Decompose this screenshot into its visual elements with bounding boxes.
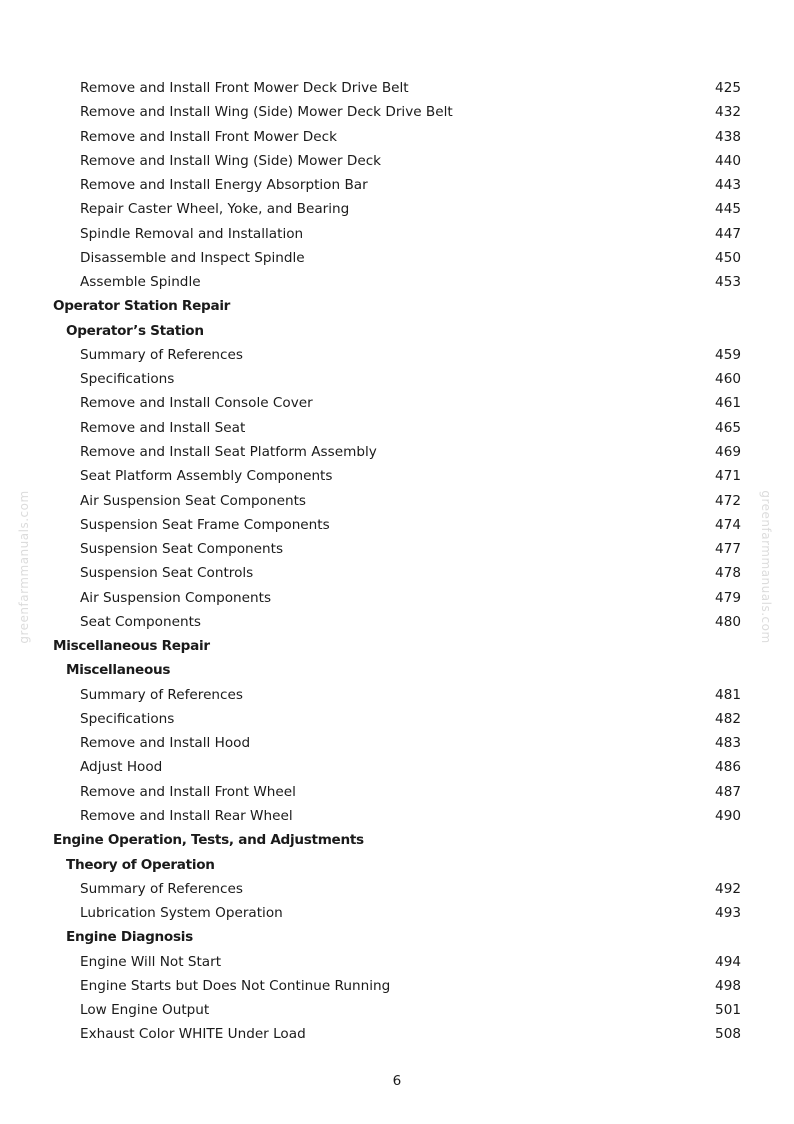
toc-entry-title: Air Suspension Components (80, 589, 272, 606)
toc-subsection-heading[interactable] (0, 658, 794, 682)
toc-entry-page-number: 481 (715, 686, 741, 703)
toc-entry[interactable] (0, 489, 794, 513)
toc-entry-title: Remove and Install Console Cover (80, 395, 313, 412)
toc-entry-title: Engine Operation, Tests, and Adjustments (53, 832, 364, 849)
toc-entry[interactable] (0, 246, 794, 270)
toc-entry-page-number: 483 (715, 735, 741, 752)
page-number: 6 (392, 1073, 402, 1089)
toc-entry-title: Adjust Hood (80, 759, 163, 776)
toc-entry[interactable] (0, 416, 794, 440)
toc-entry[interactable] (0, 76, 794, 100)
toc-entry-page-number: 479 (715, 589, 741, 606)
toc-entry-title: Low Engine Output (80, 1002, 210, 1019)
toc-entry[interactable] (0, 100, 794, 124)
toc-entry-title: Specifications (80, 710, 175, 727)
toc-entry[interactable] (0, 464, 794, 488)
toc-entry-title: Air Suspension Seat Components (80, 492, 307, 509)
toc-entry-title: Summary of References (80, 880, 243, 897)
toc-entry[interactable] (0, 950, 794, 974)
toc-entry-title: Remove and Install Seat Platform Assembly (80, 443, 377, 460)
toc-entry-title: Remove and Install Hood (80, 735, 251, 752)
toc-entry-page-number: 443 (715, 177, 741, 194)
toc-entry[interactable] (0, 877, 794, 901)
toc-entry[interactable] (0, 731, 794, 755)
toc-entry-title: Remove and Install Energy Absorption Bar (80, 177, 368, 194)
toc-entry[interactable] (0, 440, 794, 464)
toc-entry[interactable] (0, 804, 794, 828)
toc-entry-page-number: 453 (715, 274, 741, 291)
toc-entry-page-number: 498 (715, 977, 741, 994)
toc-entry-page-number: 477 (715, 541, 741, 558)
toc-entry-title: Operator Station Repair (53, 298, 231, 315)
toc-entry-page-number: 438 (715, 128, 741, 145)
toc-entry-title: Lubrication System Operation (80, 905, 283, 922)
toc-entry-page-number: 501 (715, 1002, 741, 1019)
toc-entry-title: Remove and Install Rear Wheel (80, 807, 293, 824)
toc-entry-title: Engine Will Not Start (80, 953, 222, 970)
toc-entry-title: Remove and Install Front Mower Deck Drive Belt (80, 80, 409, 96)
toc-entry-title: Seat Components (80, 613, 201, 630)
toc-entry[interactable] (0, 391, 794, 415)
watermark-right: greenfarmmanuals.com (759, 490, 773, 644)
toc-entry-title: Exhaust Color WHITE Under Load (80, 1026, 306, 1043)
toc-entry-page-number: 447 (715, 225, 741, 242)
toc-entry-page-number: 461 (715, 395, 741, 412)
toc-entry[interactable] (0, 513, 794, 537)
toc-entry-page-number: 492 (715, 880, 741, 897)
toc-entry-page-number: 465 (715, 419, 741, 436)
toc-subsection-heading[interactable] (0, 853, 794, 877)
toc-entry-page-number: 472 (715, 492, 741, 509)
toc-entry-title: Disassemble and Inspect Spindle (80, 249, 305, 266)
toc-entry-title: Seat Platform Assembly Components (80, 468, 333, 485)
toc-entry-title: Suspension Seat Components (80, 541, 284, 558)
toc-entry[interactable] (0, 780, 794, 804)
toc-subsection-heading[interactable] (0, 319, 794, 343)
toc-entry[interactable] (0, 125, 794, 149)
toc-entry-page-number: 490 (715, 807, 741, 824)
toc-entry[interactable] (0, 707, 794, 731)
toc-entry[interactable] (0, 1022, 794, 1046)
toc-entry-title: Specifications (80, 371, 175, 388)
toc-entry[interactable] (0, 222, 794, 246)
toc-entry-page-number: 445 (715, 201, 741, 218)
toc-entry-page-number: 432 (715, 104, 741, 121)
toc-entry-page-number: 486 (715, 759, 741, 776)
toc-entry-page-number: 480 (715, 613, 741, 630)
toc-entry-title: Remove and Install Wing (Side) Mower Deck Drive Belt (80, 104, 453, 121)
toc-entry[interactable] (0, 270, 794, 294)
toc-entry-title: Miscellaneous (66, 662, 171, 679)
toc-entry[interactable] (0, 561, 794, 585)
toc-entry-page-number: 460 (715, 371, 741, 388)
toc-entry-title: Engine Starts but Does Not Continue Running (80, 977, 391, 994)
toc-entry[interactable] (0, 149, 794, 173)
toc-entry-page-number: 482 (715, 710, 741, 727)
toc-entry-page-number: 469 (715, 443, 741, 460)
toc-entry-title: Remove and Install Front Wheel (80, 783, 296, 800)
toc-section-heading[interactable] (0, 294, 794, 318)
toc-entry[interactable] (0, 367, 794, 391)
watermark-left: greenfarmmanuals.com (17, 490, 31, 644)
toc-entry-page-number: 508 (715, 1026, 741, 1043)
toc-entry[interactable] (0, 683, 794, 707)
toc-entry-page-number: 471 (715, 468, 741, 485)
toc-entry[interactable] (0, 537, 794, 561)
toc-entry-title: Miscellaneous Repair (53, 638, 210, 655)
toc-entry-title: Remove and Install Front Mower Deck (80, 128, 337, 145)
toc-entry[interactable] (0, 998, 794, 1022)
toc-entry-page-number: 478 (715, 565, 741, 582)
toc-entry-title: Summary of References (80, 346, 243, 363)
toc-entry-page-number: 440 (715, 152, 741, 169)
toc-entry-title: Engine Diagnosis (66, 929, 193, 946)
toc-entry[interactable] (0, 586, 794, 610)
toc-entry[interactable] (0, 901, 794, 925)
toc-entry-page-number: 450 (715, 249, 741, 266)
toc-entry-title: Spindle Removal and Installation (80, 225, 304, 242)
toc-entry[interactable] (0, 755, 794, 779)
toc-entry-page-number: 474 (715, 516, 741, 533)
toc-entry-page-number: 493 (715, 905, 741, 922)
toc-entry-page-number: 459 (715, 346, 741, 363)
toc-entry-title: Suspension Seat Controls (80, 565, 254, 582)
toc-entry-title: Operator’s Station (66, 322, 204, 339)
toc-entry-title: Remove and Install Wing (Side) Mower Deck (80, 152, 382, 169)
toc-entry-title: Assemble Spindle (80, 274, 201, 291)
toc-entry[interactable] (0, 610, 794, 634)
table-of-contents (0, 76, 794, 1047)
toc-entry-page-number: 487 (715, 783, 741, 800)
toc-section-heading[interactable] (0, 634, 794, 658)
toc-entry-title: Summary of References (80, 686, 243, 703)
toc-entry[interactable] (0, 974, 794, 998)
toc-entry-title: Suspension Seat Frame Components (80, 516, 330, 533)
toc-entry-title: Repair Caster Wheel, Yoke, and Bearing (80, 201, 350, 218)
toc-entry-title: Theory of Operation (66, 856, 215, 873)
toc-section-heading[interactable] (0, 828, 794, 852)
toc-entry[interactable] (0, 343, 794, 367)
toc-entry-page-number: 425 (715, 80, 741, 96)
toc-subsection-heading[interactable] (0, 925, 794, 949)
toc-entry-title: Remove and Install Seat (80, 419, 246, 436)
toc-entry[interactable] (0, 173, 794, 197)
toc-entry[interactable] (0, 197, 794, 221)
toc-entry-page-number: 494 (715, 953, 741, 970)
